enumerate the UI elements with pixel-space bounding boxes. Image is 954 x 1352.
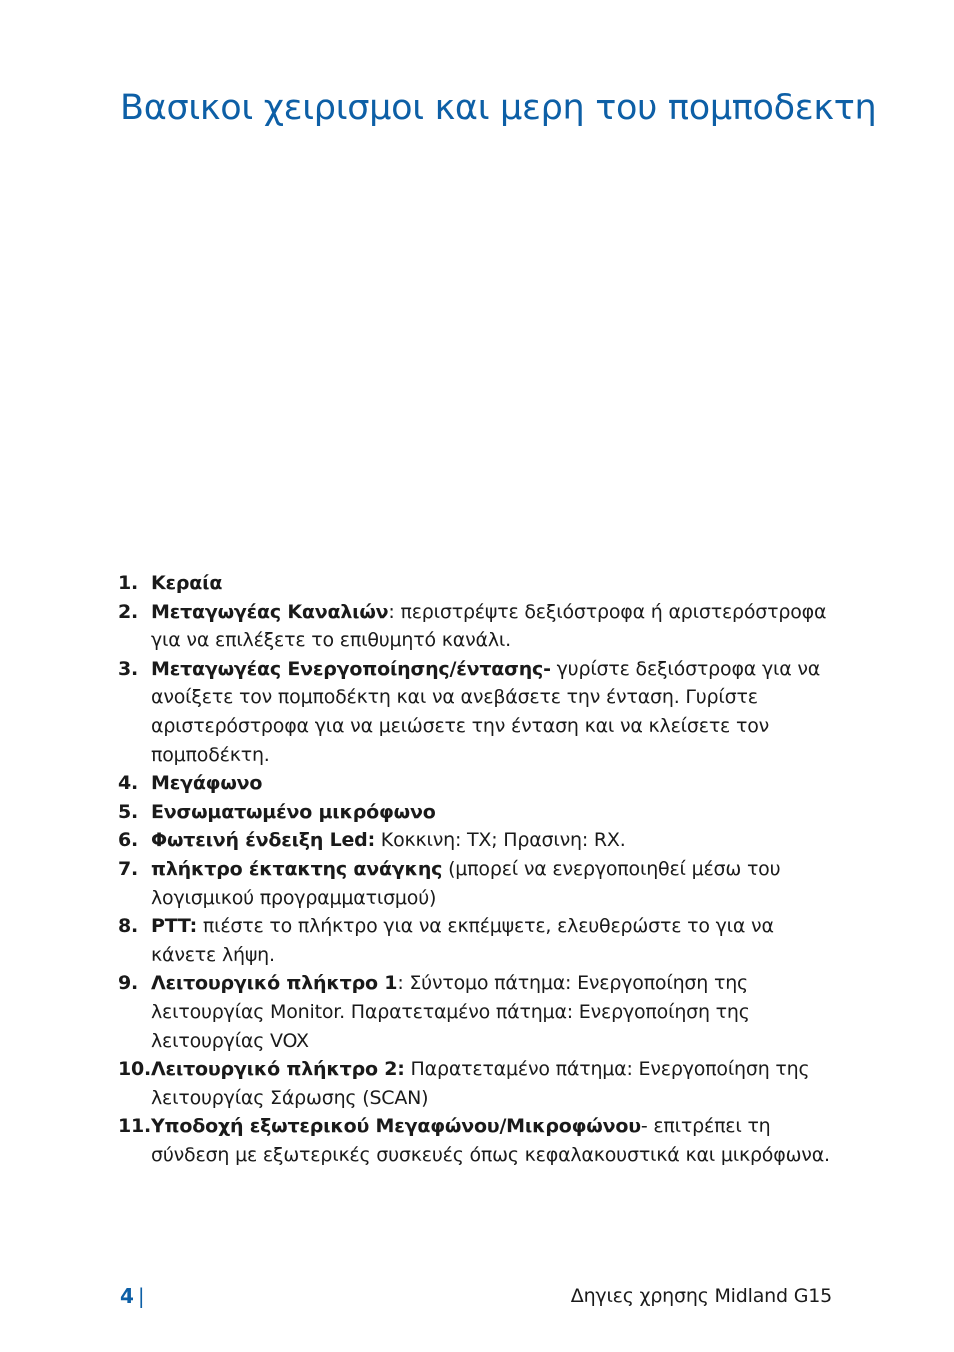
item-description: : Σύντομο πάτημα: Ενεργοποίηση της λειτουργίας Monitor. Παρατεταμένο πάτημα: Ενεργοποίηση της λειτουργίας VOX <box>151 972 750 1052</box>
list-item <box>118 912 838 969</box>
item-term: Λειτουργικό πλήκτρο 2: <box>151 1058 405 1081</box>
item-term: Ενσωματωμένο μικρόφωνο <box>151 800 436 823</box>
item-term: Μεταγωγέας Καναλιών <box>151 600 389 623</box>
item-description: - επιτρέπει τη σύνδεση με εξωτερικές συσκευές όπως κεφαλακουστικά και μικρόφωνα. <box>151 1115 830 1166</box>
list-item <box>118 569 838 598</box>
item-number: 10. <box>118 1058 152 1081</box>
list-item <box>118 826 838 855</box>
item-term: πλήκτρο έκτακτης ανάγκης <box>151 857 443 880</box>
list-item <box>118 598 838 655</box>
list-item <box>118 798 838 827</box>
item-number: 7. <box>118 857 139 880</box>
item-description: Παρατεταμένο πάτημα: Ενεργοποίηση της λειτουργίας Σάρωσης (SCAN) <box>151 1058 810 1109</box>
page-title: Βασικοι χειρισμοι και μερη του πομποδεκτη <box>120 88 877 128</box>
list-item <box>118 969 838 1055</box>
item-term: Φωτεινή ένδειξη Led: <box>151 829 375 852</box>
list-item <box>118 1112 838 1169</box>
item-description: Κοκκινη: TX; Πρασινη: RX. <box>374 829 626 852</box>
item-term: Υποδοχή εξωτερικού Μεγαφώνου/Μικροφώνου <box>151 1115 641 1138</box>
page-number: 4 <box>120 1284 134 1308</box>
footer-separator: | <box>137 1284 145 1308</box>
item-number: 8. <box>118 915 139 938</box>
item-term: Λειτουργικό πλήκτρο 1 <box>151 972 398 995</box>
item-number: 11. <box>118 1115 152 1138</box>
item-description: (μπορεί να ενεργοποιηθεί μέσω του λογισμικού προγραμματισμού) <box>151 857 781 909</box>
footer-document-title: Δηγιες χρησης Midland G15 <box>570 1285 832 1307</box>
item-number: 9. <box>118 972 139 995</box>
item-number: 5. <box>118 800 139 823</box>
item-number: 3. <box>118 657 139 680</box>
footer-page-number <box>120 1284 145 1308</box>
item-number: 6. <box>118 829 139 852</box>
list-item <box>118 855 838 912</box>
device-illustration-area <box>120 160 830 550</box>
parts-list <box>118 569 838 1169</box>
item-description: πιέστε το πλήκτρο για να εκπέμψετε, ελευθερώστε το για να κάνετε λήψη. <box>151 915 774 966</box>
item-number: 2. <box>118 600 139 623</box>
list-item <box>118 655 838 769</box>
item-description: γυρίστε δεξιόστροφα για να ανοίξετε τον πομποδέκτη και να ανεβάσετε την ένταση. Γυρίστε αριστερόστροφα για να μειώσετε την ένταση και να κλείσετε τον πομποδέκτη. <box>151 657 821 766</box>
item-term: PTT: <box>151 915 198 938</box>
item-number: 4. <box>118 772 139 795</box>
item-term: Κεραία <box>151 572 223 594</box>
list-item <box>118 1055 838 1112</box>
item-number: 1. <box>118 572 139 594</box>
item-description: : περιστρέψτε δεξιόστροφα ή αριστερόστροφα για να επιλέξετε το επιθυμητό κανάλι. <box>151 600 827 652</box>
list-item <box>118 769 838 798</box>
item-term: Μεγάφωνο <box>151 772 263 795</box>
item-term: Μεταγωγέας Ενεργοποίησης/έντασης- <box>151 657 551 680</box>
